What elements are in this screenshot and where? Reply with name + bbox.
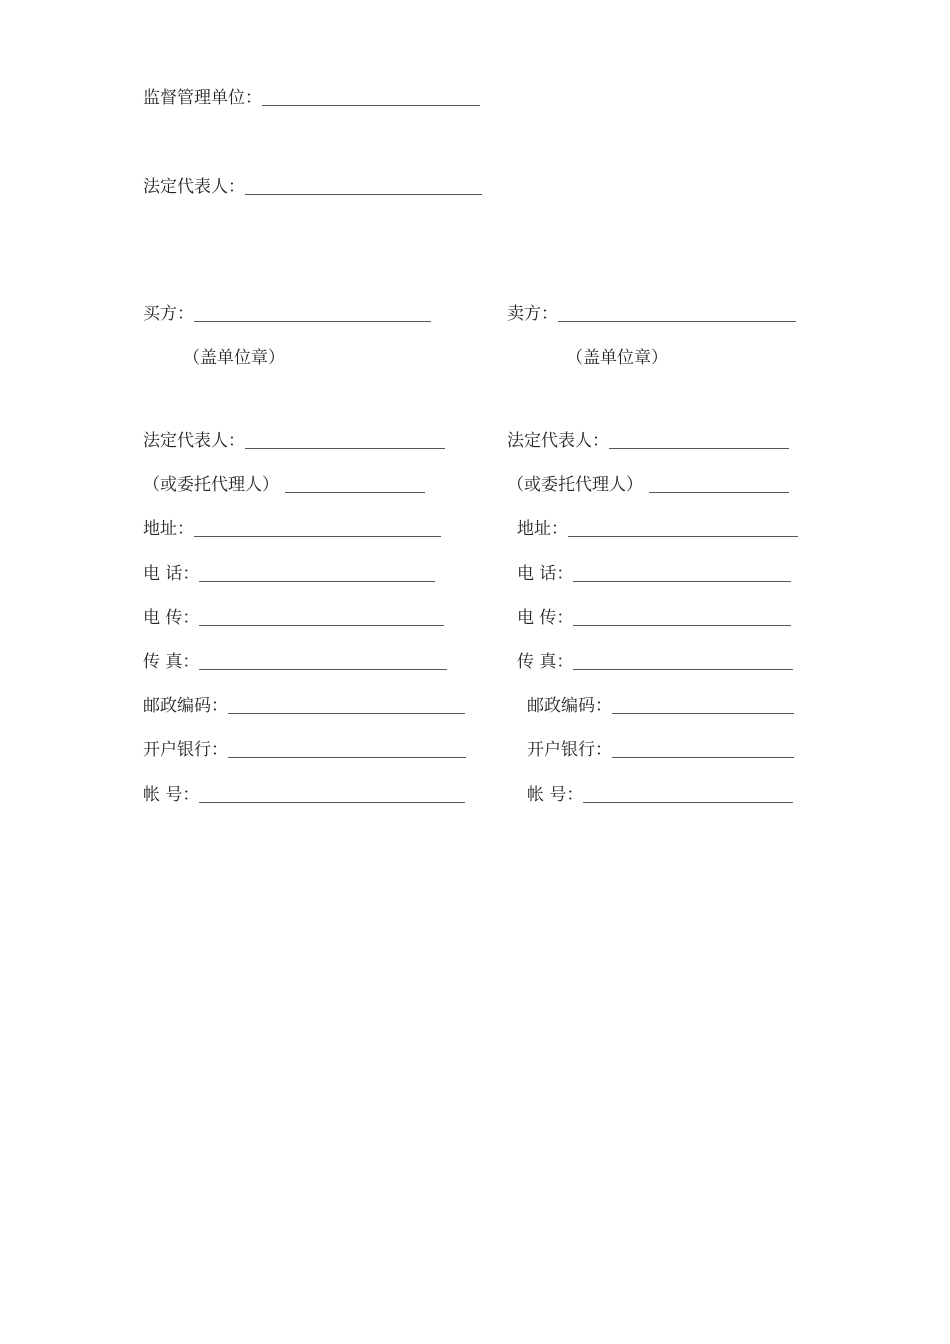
- buyer-account-field: [143, 785, 465, 805]
- supervisor-legal-rep-label: 法定代表人：: [143, 177, 245, 197]
- buyer-seal-note: （盖单位章）: [183, 348, 285, 368]
- seller-legal-rep-field: [507, 431, 789, 451]
- buyer-phone-blank[interactable]: [199, 580, 435, 582]
- seller-phone-blank[interactable]: [573, 580, 791, 582]
- buyer-legal-rep-field: [143, 431, 445, 451]
- seller-party-blank[interactable]: [558, 320, 796, 322]
- seller-agent-blank[interactable]: [649, 491, 789, 493]
- buyer-postcode-blank[interactable]: [228, 712, 465, 714]
- supervisor-legal-rep-blank[interactable]: [245, 193, 482, 195]
- buyer-postcode-field: [143, 696, 465, 716]
- seller-agent-field: [507, 475, 789, 495]
- buyer-bank-blank[interactable]: [228, 756, 466, 758]
- seller-address-label: 地址：: [517, 519, 568, 539]
- buyer-fax2-field: [143, 652, 447, 672]
- seller-fax2-label: 传 真：: [517, 652, 574, 672]
- buyer-phone-field: [143, 564, 435, 584]
- buyer-address-blank[interactable]: [194, 535, 441, 537]
- buyer-bank-field: [143, 740, 466, 760]
- buyer-bank-label: 开户银行：: [143, 740, 228, 760]
- seller-bank-label: 开户银行：: [527, 740, 612, 760]
- supervisor-unit-field: [143, 88, 480, 108]
- seller-postcode-label: 邮政编码：: [527, 696, 612, 716]
- seller-bank-field: [527, 740, 794, 760]
- seller-address-field: [517, 519, 798, 539]
- buyer-agent-field: [143, 475, 425, 495]
- seller-postcode-blank[interactable]: [612, 712, 794, 714]
- buyer-agent-label: （或委托代理人）: [143, 475, 279, 495]
- buyer-party-field: [143, 304, 431, 324]
- seller-party-label: 卖方：: [507, 304, 558, 324]
- seller-fax1-blank[interactable]: [573, 624, 791, 626]
- seller-address-blank[interactable]: [568, 535, 798, 537]
- seller-seal-note: （盖单位章）: [566, 348, 668, 368]
- buyer-address-field: [143, 519, 441, 539]
- buyer-legal-rep-label: 法定代表人：: [143, 431, 245, 451]
- buyer-address-label: 地址：: [143, 519, 194, 539]
- buyer-party-blank[interactable]: [194, 320, 431, 322]
- seller-bank-blank[interactable]: [612, 756, 794, 758]
- buyer-fax2-label: 传 真：: [143, 652, 200, 672]
- seller-account-label: 帐 号：: [527, 785, 584, 805]
- supervisor-unit-blank[interactable]: [262, 104, 480, 106]
- buyer-fax1-label: 电 传：: [143, 608, 200, 628]
- seller-legal-rep-label: 法定代表人：: [507, 431, 609, 451]
- seller-phone-label: 电 话：: [517, 564, 574, 584]
- seller-phone-field: [517, 564, 791, 584]
- buyer-fax1-blank[interactable]: [199, 624, 444, 626]
- seller-party-field: [507, 304, 796, 324]
- supervisor-legal-rep-field: [143, 177, 482, 197]
- buyer-account-label: 帐 号：: [143, 785, 200, 805]
- supervisor-unit-label: 监督管理单位：: [143, 88, 262, 108]
- buyer-party-label: 买方：: [143, 304, 194, 324]
- seller-postcode-field: [527, 696, 794, 716]
- seller-legal-rep-blank[interactable]: [609, 447, 789, 449]
- seller-account-field: [527, 785, 793, 805]
- buyer-phone-label: 电 话：: [143, 564, 200, 584]
- seller-fax2-field: [517, 652, 793, 672]
- seller-fax2-blank[interactable]: [573, 668, 793, 670]
- buyer-legal-rep-blank[interactable]: [245, 447, 445, 449]
- buyer-fax1-field: [143, 608, 444, 628]
- seller-fax1-label: 电 传：: [517, 608, 574, 628]
- seller-agent-label: （或委托代理人）: [507, 475, 643, 495]
- buyer-postcode-label: 邮政编码：: [143, 696, 228, 716]
- buyer-account-blank[interactable]: [199, 801, 465, 803]
- buyer-fax2-blank[interactable]: [199, 668, 447, 670]
- buyer-agent-blank[interactable]: [285, 491, 425, 493]
- seller-account-blank[interactable]: [583, 801, 793, 803]
- seller-fax1-field: [517, 608, 791, 628]
